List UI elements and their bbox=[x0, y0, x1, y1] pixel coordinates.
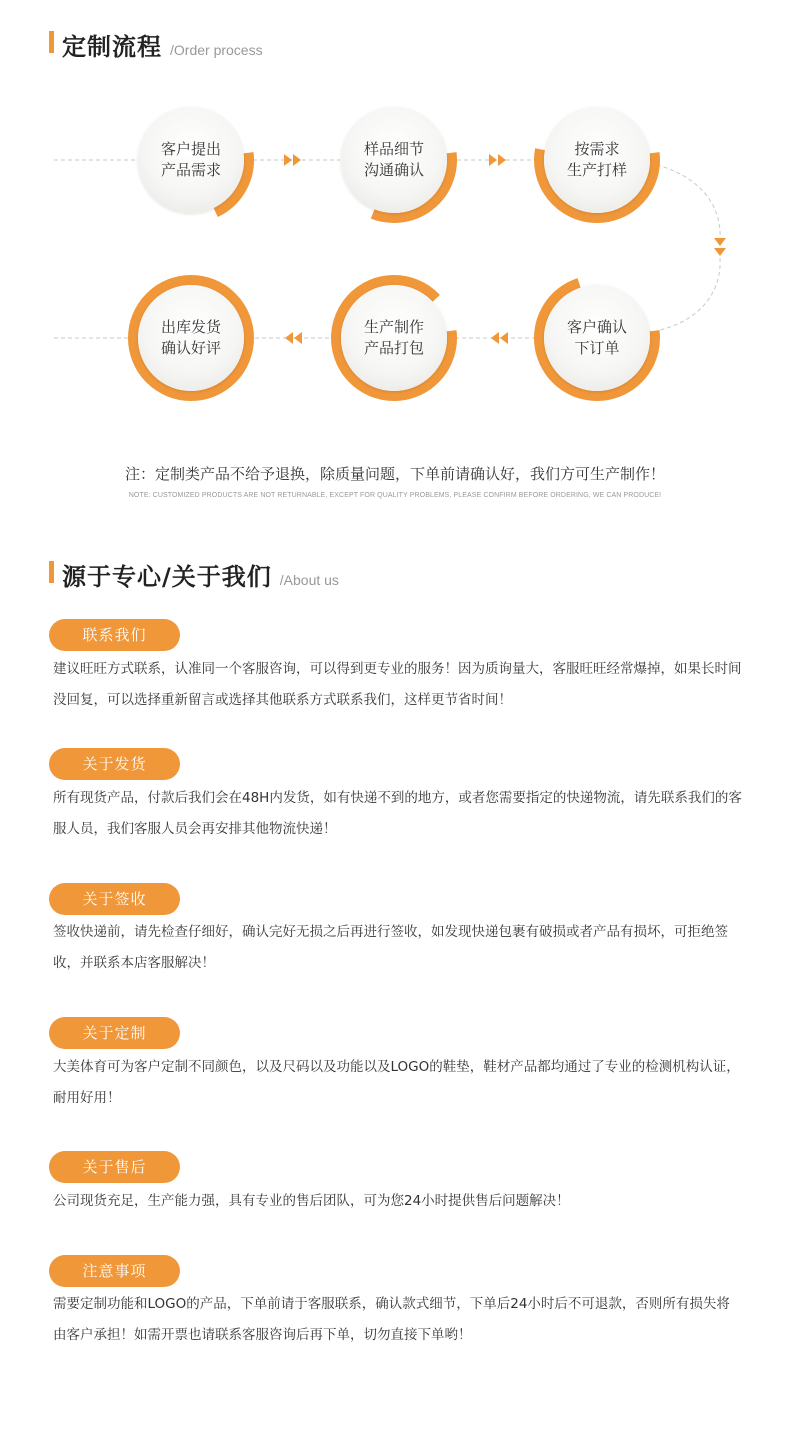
contact-us-text: 建议旺旺方式联系，认准同一个客服咨询，可以得到更专业的服务！因为质询量大，客服旺旺经常爆掉，如果长时间没回复，可以选择重新留言或选择其他联系方式联系我们，这样更节省时间！ bbox=[53, 661, 742, 708]
step-label: 出库发货 bbox=[160, 318, 221, 336]
notice-badge: 注意事项 bbox=[49, 1255, 180, 1287]
process-title: 定制流程 bbox=[62, 33, 162, 61]
order-note-english: NOTE: CUSTOMIZED PRODUCTS ARE NOT RETURNABLE, EXCEPT FOR QUALITY PROBLEMS, PLEASE CONFIRM BEFORE ORDERING, WE CAN PRODUCE! bbox=[128, 492, 662, 499]
step-label: 按需求 bbox=[574, 140, 620, 158]
arrow-down-icon bbox=[714, 238, 726, 256]
step-node-6 bbox=[138, 285, 244, 391]
notice-text: 需要定制功能和LOGO的产品，下单前请于客服联系，确认款式细节，下单后24小时后不可退款，否则所有损失将由客户承担！如需开票也请联系客服咨询后再下单，切勿直接下单哟！ bbox=[53, 1296, 730, 1343]
step-label: 产品需求 bbox=[160, 161, 221, 179]
step-node-5 bbox=[341, 285, 447, 391]
step-label: 沟通确认 bbox=[363, 161, 424, 179]
after-sales-text: 公司现货充足，生产能力强，具有专业的售后团队，可为您24小时提供售后问题解决！ bbox=[53, 1193, 570, 1209]
shipping-badge: 关于发货 bbox=[49, 748, 180, 780]
process-subtitle: /Order process bbox=[170, 42, 263, 58]
step-label: 生产打样 bbox=[566, 161, 627, 179]
step-label: 确认好评 bbox=[160, 339, 221, 357]
step-label: 生产制作 bbox=[363, 318, 424, 336]
step-label: 产品打包 bbox=[363, 339, 424, 357]
connector-curve bbox=[650, 163, 720, 240]
about-title: 源于专心/关于我们 bbox=[62, 563, 272, 591]
order-note: 注：定制类产品不给予退换，除质量问题，下单前请确认好，我们方可生产制作！ bbox=[124, 465, 665, 483]
title-accent-bar bbox=[49, 561, 54, 583]
after-sales-badge: 关于售后 bbox=[49, 1151, 180, 1183]
step-node-1 bbox=[138, 107, 244, 213]
arrow-right-icon bbox=[284, 154, 301, 166]
customization-text: 大美体育可为客户定制不同颜色，以及尺码以及功能以及LOGO的鞋垫，鞋材产品都均通过了专业的检测机构认证，耐用好用！ bbox=[53, 1059, 740, 1106]
step-label: 下订单 bbox=[574, 339, 620, 357]
contact-us-badge: 联系我们 bbox=[49, 619, 180, 651]
step-node-3 bbox=[544, 107, 650, 213]
signing-badge: 关于签收 bbox=[49, 883, 180, 915]
connector-curve bbox=[660, 258, 720, 330]
step-label: 客户确认 bbox=[566, 318, 627, 336]
step-label: 样品细节 bbox=[363, 140, 424, 158]
shipping-text: 所有现货产品，付款后我们会在48H内发货，如有快递不到的地方，或者您需要指定的快递物流，请先联系我们的客服人员，我们客服人员会再安排其他物流快递！ bbox=[53, 790, 742, 837]
arrow-right-icon bbox=[489, 154, 506, 166]
about-subtitle: /About us bbox=[279, 572, 339, 588]
about-section-title bbox=[49, 557, 339, 592]
step-label: 客户提出 bbox=[160, 140, 221, 158]
step-node-4 bbox=[544, 285, 650, 391]
step-node-2 bbox=[341, 107, 447, 213]
signing-text: 签收快递前，请先检查仔细好，确认完好无损之后再进行签收，如发现快递包裹有破损或者产品有损坏，可拒绝签收，并联系本店客服解决！ bbox=[53, 924, 728, 971]
customization-badge: 关于定制 bbox=[49, 1017, 180, 1049]
